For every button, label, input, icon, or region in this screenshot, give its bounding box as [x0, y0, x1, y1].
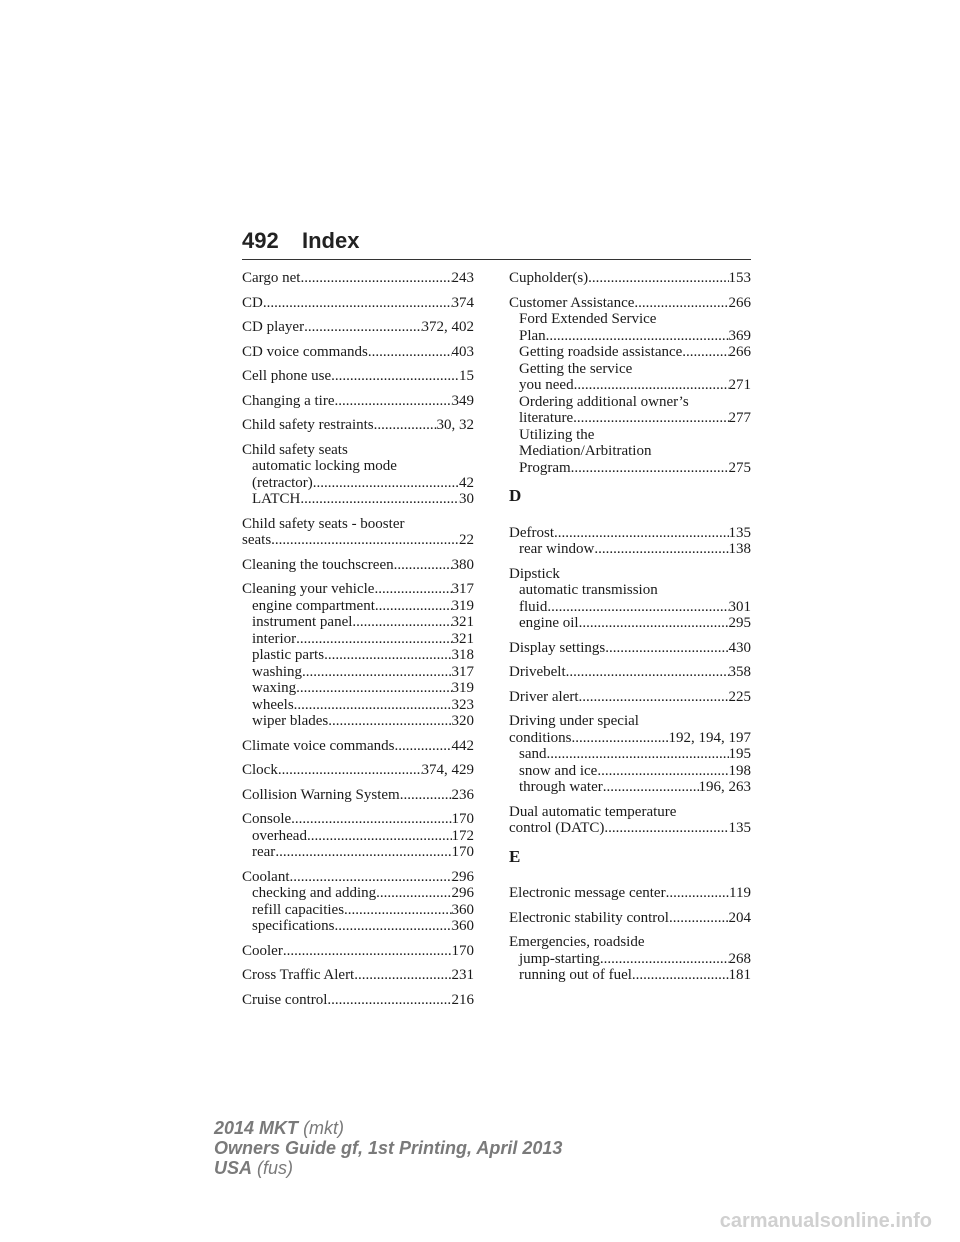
index-column-left	[242, 270, 474, 1016]
index-subentry-line	[242, 680, 474, 697]
index-subentry-line	[242, 844, 474, 861]
index-subentry-line	[242, 664, 474, 681]
dot-leader	[573, 410, 728, 427]
entry-term: Child safety restraints	[242, 417, 374, 433]
entry-term: Child safety seats	[242, 441, 348, 458]
entry-page-ref: 236	[451, 786, 474, 803]
footer-printing-line: Owners Guide gf, 1st Printing, April 2013	[214, 1138, 563, 1158]
index-entry	[242, 442, 474, 508]
entry-term: Utilizing the	[519, 426, 595, 443]
dot-leader	[374, 581, 451, 598]
footer-region-code: (fus)	[257, 1158, 294, 1178]
entry-page-ref: 172	[451, 827, 474, 844]
index-subentry-line	[509, 460, 751, 477]
entry-term: Cell phone use	[242, 368, 332, 384]
index-subentry-line	[509, 377, 751, 394]
dot-leader	[368, 344, 452, 361]
entry-term: washing	[252, 663, 302, 680]
entry-term: Getting roadside assistance	[519, 344, 683, 360]
index-entry-line	[242, 344, 474, 361]
dot-leader	[296, 631, 451, 648]
dot-leader	[328, 713, 451, 730]
entry-term: (retractor)	[252, 474, 313, 491]
entry-page-ref: 30	[459, 491, 474, 507]
index-entry-line	[509, 885, 751, 902]
entry-term: seats	[242, 532, 272, 548]
entry-term: Customer Assistance	[509, 294, 635, 311]
entry-term: checking and adding	[252, 885, 377, 901]
entry-term: Child safety seats - booster	[242, 515, 405, 532]
entry-page-ref: 135	[728, 524, 751, 541]
dot-leader	[666, 885, 729, 902]
dot-leader	[296, 680, 451, 697]
index-entry	[242, 516, 474, 549]
entry-term: refill capacities	[252, 901, 345, 918]
dot-leader	[546, 328, 729, 345]
entry-term: Getting the service	[519, 360, 633, 377]
entry-page-ref: 374	[451, 294, 474, 311]
footer-model-line	[214, 1118, 562, 1138]
entry-term: Cross Traffic Alert	[242, 967, 355, 983]
dot-leader	[304, 319, 421, 336]
entry-term: snow and ice	[519, 762, 598, 779]
entry-page-ref: 349	[451, 392, 474, 409]
footer-model: 2014 MKT	[214, 1118, 299, 1138]
index-entry-line	[509, 270, 751, 287]
entry-page-ref: 277	[728, 410, 751, 426]
index-entry	[242, 417, 474, 434]
index-entry	[509, 934, 751, 984]
dot-leader	[324, 647, 451, 664]
entry-term: rear window	[519, 541, 595, 557]
dot-leader	[300, 491, 459, 508]
entry-term: Drivebelt	[509, 664, 566, 680]
dot-leader	[554, 525, 729, 542]
dot-leader	[547, 746, 729, 763]
index-entry	[242, 811, 474, 861]
dot-leader	[600, 951, 729, 968]
entry-page-ref: 243	[451, 270, 474, 286]
index-entry	[242, 967, 474, 984]
page-title: Index	[302, 228, 360, 253]
entry-term: fluid	[519, 598, 548, 615]
index-entry-line	[242, 943, 474, 960]
dot-leader	[579, 615, 729, 632]
dot-leader	[604, 820, 728, 837]
entry-page-ref: 296	[451, 868, 474, 885]
entry-page-ref: 266	[728, 294, 751, 311]
index-entry	[242, 393, 474, 410]
index-entry-line	[509, 804, 751, 821]
index-entry-line	[509, 713, 751, 730]
index-subentry-line	[509, 311, 751, 328]
entry-page-ref: 153	[728, 270, 751, 286]
index-entry-line	[509, 820, 751, 837]
dot-leader	[283, 943, 452, 960]
dot-leader	[588, 270, 728, 287]
entry-term: engine oil	[519, 615, 579, 631]
entry-term: engine compartment	[252, 597, 375, 614]
entry-term: Clock	[242, 762, 278, 778]
entry-term: Dipstick	[509, 565, 560, 582]
entry-term: wheels	[252, 696, 294, 713]
index-subentry-line	[242, 918, 474, 935]
index-subentry-line	[242, 614, 474, 631]
dot-leader	[376, 885, 451, 902]
index-entry-line	[509, 664, 751, 681]
entry-term: wiper blades	[252, 713, 329, 729]
dot-leader	[669, 910, 729, 927]
entry-page-ref: 204	[728, 909, 751, 926]
index-subentry-line	[509, 443, 751, 460]
entry-page-ref: 196, 263	[698, 779, 751, 795]
index-entry	[242, 869, 474, 935]
index-subentry-line	[509, 615, 751, 632]
entry-page-ref: 42	[459, 474, 474, 491]
index-entry-line	[242, 738, 474, 755]
dot-leader	[579, 689, 729, 706]
index-subentry-line	[509, 779, 751, 796]
index-entry	[509, 713, 751, 796]
dot-leader	[344, 902, 451, 919]
index-entry-line	[509, 689, 751, 706]
index-entry-line	[242, 811, 474, 828]
entry-term: running out of fuel	[519, 967, 632, 983]
footer-region: USA	[214, 1158, 253, 1178]
entry-term: literature	[519, 410, 574, 426]
entry-term: Driving under special	[509, 713, 639, 729]
entry-page-ref: 22	[459, 532, 474, 548]
entry-term: rear	[252, 844, 276, 860]
dot-leader	[597, 763, 728, 780]
entry-term: CD	[242, 294, 263, 311]
entry-page-ref: 266	[728, 344, 751, 360]
entry-page-ref: 295	[728, 615, 751, 631]
index-subentry-line	[242, 491, 474, 508]
entry-term: Cleaning your vehicle	[242, 581, 375, 597]
index-subentry-line	[509, 410, 751, 427]
entry-page-ref: 403	[451, 343, 474, 360]
entry-term: Defrost	[509, 524, 554, 541]
index-entry-line	[242, 581, 474, 598]
dot-leader	[566, 664, 729, 681]
entry-page-ref: 321	[451, 630, 474, 647]
dot-leader	[334, 393, 451, 410]
index-entry-line	[509, 640, 751, 657]
dot-leader	[302, 664, 452, 681]
index-entry	[242, 344, 474, 361]
dot-leader	[394, 557, 452, 574]
entry-term: Cargo net	[242, 270, 301, 286]
dot-leader	[290, 869, 452, 886]
index-subentry-line	[509, 599, 751, 616]
dot-leader	[271, 532, 459, 549]
index-entry-line	[242, 270, 474, 287]
index-entry-line	[242, 762, 474, 779]
index-subentry-line	[242, 475, 474, 492]
index-entry	[242, 368, 474, 385]
entry-term: automatic locking mode	[252, 458, 397, 474]
dot-leader	[394, 738, 451, 755]
entry-term: conditions	[509, 729, 572, 746]
dot-leader	[307, 828, 452, 845]
index-entry	[242, 992, 474, 1009]
entry-page-ref: 374, 429	[421, 762, 474, 778]
index-subentry-line	[242, 598, 474, 615]
entry-term: Emergencies, roadside	[509, 934, 645, 950]
entry-term: waxing	[252, 680, 297, 696]
index-subentry-line	[242, 647, 474, 664]
index-entry	[242, 557, 474, 574]
entry-page-ref: 195	[728, 746, 751, 762]
index-subentry-line	[509, 344, 751, 361]
entry-term: Electronic stability control	[509, 909, 669, 926]
index-entry	[509, 910, 751, 927]
index-entry	[509, 640, 751, 657]
entry-page-ref: 15	[459, 368, 474, 384]
index-entry	[509, 566, 751, 632]
entry-page-ref: 360	[451, 901, 474, 918]
entry-term: Electronic message center	[509, 885, 666, 901]
index-entry	[242, 787, 474, 804]
entry-term: overhead	[252, 827, 307, 844]
index-entry-line	[509, 934, 751, 951]
dot-leader	[571, 460, 729, 477]
entry-term: interior	[252, 630, 297, 647]
entry-term: Console	[242, 811, 292, 827]
page-header	[242, 228, 359, 254]
index-entry-line	[242, 992, 474, 1009]
entry-term: Coolant	[242, 868, 290, 885]
entry-term: automatic transmission	[519, 582, 658, 598]
entry-term: CD voice commands	[242, 343, 368, 360]
dot-leader	[374, 417, 437, 434]
entry-term: control (DATC)	[509, 820, 605, 836]
dot-leader	[603, 779, 699, 796]
entry-term: Collision Warning System	[242, 786, 400, 803]
index-entry-line	[242, 557, 474, 574]
index-subentry-line	[242, 713, 474, 730]
index-subentry-line	[509, 394, 751, 411]
index-subentry-line	[509, 763, 751, 780]
entry-page-ref: 192, 194, 197	[668, 729, 751, 746]
index-entry-line	[242, 516, 474, 533]
entry-page-ref: 170	[451, 811, 474, 827]
entry-page-ref: 225	[728, 688, 751, 705]
index-subentry-line	[509, 427, 751, 444]
dot-leader	[605, 640, 728, 657]
index-entry	[509, 664, 751, 681]
entry-term: Program	[519, 459, 571, 476]
entry-term: Climate voice commands	[242, 737, 395, 754]
entry-term: specifications	[252, 918, 335, 934]
entry-page-ref: 275	[728, 459, 751, 476]
index-entry	[509, 689, 751, 706]
entry-page-ref: 181	[728, 967, 751, 983]
entry-page-ref: 319	[451, 680, 474, 696]
entry-page-ref: 372, 402	[421, 319, 474, 335]
entry-term: Ford Extended Service	[519, 311, 657, 327]
dot-leader	[572, 730, 669, 747]
entry-page-ref: 317	[451, 581, 474, 597]
index-letter-heading: E	[509, 846, 521, 866]
index-entry-line	[509, 910, 751, 927]
dot-leader	[400, 787, 452, 804]
index-entry	[509, 525, 751, 558]
entry-page-ref: 320	[451, 713, 474, 729]
entry-term: Cupholder(s)	[509, 270, 589, 286]
entry-term: instrument panel	[252, 614, 353, 630]
entry-page-ref: 321	[451, 614, 474, 630]
dot-leader	[291, 811, 451, 828]
entry-term: LATCH	[252, 491, 301, 507]
index-entry-line	[242, 442, 474, 459]
entry-term: Display settings	[509, 639, 606, 656]
entry-term: plastic parts	[252, 647, 325, 663]
dot-leader	[352, 614, 451, 631]
index-subentry-line	[509, 541, 751, 558]
entry-term: Plan	[519, 327, 546, 344]
index-entry	[242, 319, 474, 336]
entry-term: Cruise control	[242, 991, 328, 1008]
footer-region-line	[214, 1158, 562, 1178]
index-entry-line	[242, 532, 474, 549]
index-entry	[509, 270, 751, 287]
index-entry-line	[242, 967, 474, 984]
entry-page-ref: 318	[451, 647, 474, 663]
entry-page-ref: 216	[451, 991, 474, 1008]
index-entry	[509, 804, 751, 837]
index-entry-line	[509, 730, 751, 747]
dot-leader	[263, 295, 452, 312]
index-entry	[509, 295, 751, 477]
footer-model-code: (mkt)	[303, 1118, 345, 1138]
entry-term: CD player	[242, 319, 305, 335]
entry-page-ref: 231	[451, 967, 474, 983]
entry-page-ref: 369	[728, 327, 751, 344]
page-number: 492	[242, 228, 279, 253]
index-entry	[242, 581, 474, 730]
entry-page-ref: 119	[729, 885, 751, 901]
entry-page-ref: 317	[451, 663, 474, 680]
index-subentry-line	[509, 951, 751, 968]
index-entry-line	[242, 787, 474, 804]
dot-leader	[327, 992, 451, 1009]
index-entry-line	[509, 295, 751, 312]
index-subentry-line	[242, 631, 474, 648]
index-subentry-line	[242, 902, 474, 919]
dot-leader	[278, 762, 422, 779]
index-entry	[242, 738, 474, 755]
entry-term: Ordering additional owner’s	[519, 393, 689, 410]
index-entry-line	[242, 368, 474, 385]
entry-term: through water	[519, 779, 603, 795]
dot-leader	[375, 598, 452, 615]
document-footer	[214, 1118, 562, 1178]
index-entry	[242, 762, 474, 779]
index-entry-line	[509, 566, 751, 583]
entry-term: Dual automatic temperature	[509, 803, 677, 820]
index-entry-line	[242, 417, 474, 434]
entry-page-ref: 380	[451, 556, 474, 573]
watermark: carmanualsonline.info	[719, 1210, 932, 1232]
entry-page-ref: 135	[728, 820, 751, 836]
dot-leader	[334, 918, 451, 935]
index-subentry-line	[242, 828, 474, 845]
entry-term: Mediation/Arbitration	[519, 443, 652, 459]
dot-leader	[632, 967, 729, 984]
entry-page-ref: 296	[451, 885, 474, 901]
index-entry-line	[242, 295, 474, 312]
entry-page-ref: 170	[451, 942, 474, 959]
dot-leader	[313, 475, 459, 492]
index-subentry-line	[509, 582, 751, 599]
entry-page-ref: 323	[451, 696, 474, 713]
entry-term: Cooler	[242, 942, 283, 959]
index-entry-line	[242, 393, 474, 410]
entry-page-ref: 30, 32	[436, 417, 474, 433]
entry-page-ref: 442	[451, 737, 474, 754]
index-entry	[509, 885, 751, 902]
entry-page-ref: 198	[728, 762, 751, 779]
index-entry-line	[509, 525, 751, 542]
entry-page-ref: 301	[728, 598, 751, 615]
index-entry	[242, 295, 474, 312]
entry-page-ref: 268	[728, 950, 751, 967]
dot-leader	[682, 344, 728, 361]
index-subentry-line	[509, 328, 751, 345]
entry-page-ref: 358	[728, 664, 751, 680]
header-rule	[242, 259, 751, 260]
index-subentry-line	[242, 885, 474, 902]
dot-leader	[294, 697, 452, 714]
index-entry-line	[242, 869, 474, 886]
index-subentry-line	[509, 361, 751, 378]
entry-term: sand	[519, 746, 547, 762]
dot-leader	[275, 844, 451, 861]
entry-page-ref: 138	[728, 541, 751, 557]
entry-page-ref: 271	[728, 377, 751, 393]
entry-term: Changing a tire	[242, 392, 335, 409]
index-entry	[242, 270, 474, 287]
dot-leader	[547, 599, 728, 616]
entry-page-ref: 319	[451, 597, 474, 614]
index-subentry-line	[242, 697, 474, 714]
dot-leader	[634, 295, 728, 312]
dot-leader	[594, 541, 728, 558]
index-subentry-line	[509, 967, 751, 984]
index-entry	[242, 943, 474, 960]
dot-leader	[331, 368, 459, 385]
dot-leader	[574, 377, 729, 394]
dot-leader	[354, 967, 451, 984]
index-column-right	[509, 270, 751, 992]
entry-page-ref: 430	[728, 639, 751, 656]
entry-page-ref: 170	[451, 844, 474, 860]
index-subentry-line	[509, 746, 751, 763]
entry-term: you need	[519, 377, 574, 393]
dot-leader	[300, 270, 451, 287]
entry-term: Cleaning the touchscreen	[242, 556, 394, 573]
index-entry-line	[242, 319, 474, 336]
index-letter-heading: D	[509, 486, 522, 505]
entry-page-ref: 360	[451, 918, 474, 934]
index-subentry-line	[242, 458, 474, 475]
entry-term: jump-starting	[519, 950, 600, 967]
entry-term: Driver alert	[509, 688, 579, 705]
